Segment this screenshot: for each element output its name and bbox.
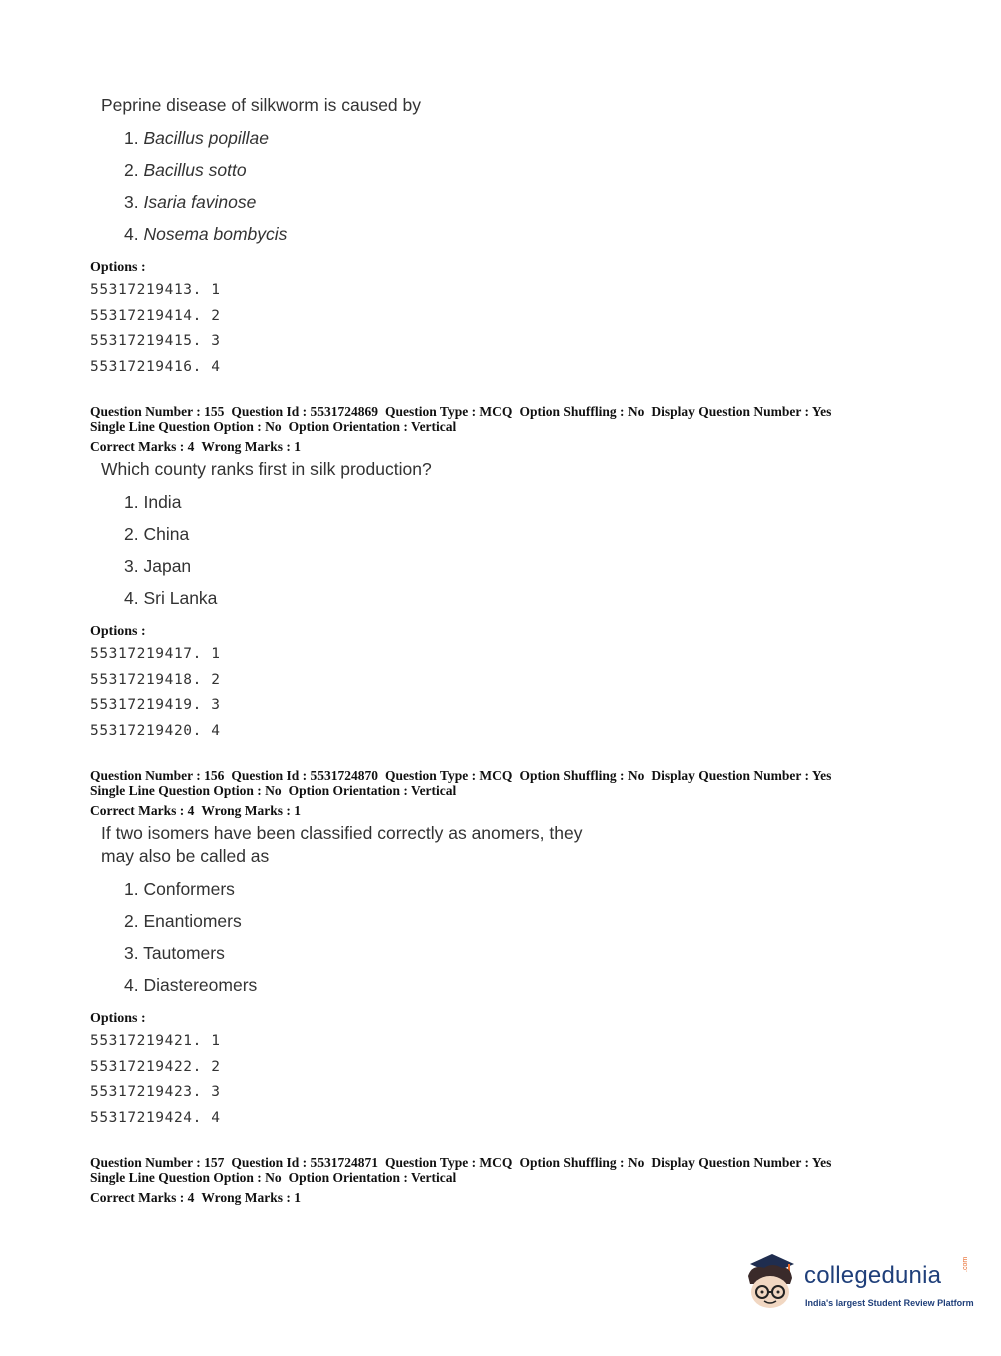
answer-option-1: 1. Bacillus popillae xyxy=(124,128,269,148)
collegedunia-logo xyxy=(742,1250,972,1320)
options-label: Options : xyxy=(90,624,146,639)
question-meta-line-1: Question Number : 157 Question Id : 5531724871 Question Type : MCQ Option Shuffling : No Display Question Number : Yes xyxy=(90,1155,832,1170)
answer-option-4: 4. Nosema bombycis xyxy=(124,224,288,244)
option-code: 55317219414. 2 xyxy=(90,307,221,324)
question-text: Peprine disease of silkworm is caused by xyxy=(101,95,422,115)
mascot-icon xyxy=(742,1250,802,1320)
question-meta-line-2: Single Line Question Option : No Option Orientation : Vertical xyxy=(90,419,457,434)
answer-option-4: 4. Sri Lanka xyxy=(124,588,218,608)
option-code: 55317219419. 3 xyxy=(90,697,221,713)
answer-option-2: 2. Enantiomers xyxy=(124,911,242,931)
answer-option-4: 4. Diastereomers xyxy=(124,975,258,995)
option-code: 55317219416. 4 xyxy=(90,358,221,375)
question-text-line-2: may also be called as xyxy=(101,846,270,866)
answer-option-1: 1. India xyxy=(124,492,182,512)
question-meta-line-1: Question Number : 156 Question Id : 5531724870 Question Type : MCQ Option Shuffling : No Display Question Number : Yes xyxy=(90,768,832,783)
logo-tagline: India's largest Student Review Platform xyxy=(805,1298,974,1308)
question-154 xyxy=(90,94,950,380)
question-155 xyxy=(90,404,950,744)
question-meta-line-2: Single Line Question Option : No Option Orientation : Vertical xyxy=(90,783,457,798)
option-code: 55317219421. 1 xyxy=(90,1033,221,1049)
option-code: 55317219413. 1 xyxy=(90,282,221,298)
question-marks: Correct Marks : 4 Wrong Marks : 1 xyxy=(90,803,301,818)
option-code: 55317219422. 2 xyxy=(90,1058,221,1075)
question-marks: Correct Marks : 4 Wrong Marks : 1 xyxy=(90,1190,301,1205)
option-code: 55317219424. 4 xyxy=(90,1109,221,1126)
answer-option-2: 2. Bacillus sotto xyxy=(124,160,247,180)
question-156 xyxy=(90,768,950,1131)
logo-wordmark: collegedunia xyxy=(804,1262,942,1289)
question-text: Which county ranks first in silk production? xyxy=(101,459,432,479)
answer-option-1: 1. Conformers xyxy=(124,879,235,899)
option-code: 55317219415. 3 xyxy=(90,333,221,349)
answer-option-2: 2. China xyxy=(124,524,190,544)
answer-option-3: 3. Japan xyxy=(124,556,192,576)
option-code: 55317219417. 1 xyxy=(90,646,221,662)
option-code: 55317219420. 4 xyxy=(90,722,221,739)
answer-option-3: 3. Isaria favinose xyxy=(124,192,257,212)
question-157 xyxy=(90,1155,950,1205)
question-marks: Correct Marks : 4 Wrong Marks : 1 xyxy=(90,439,301,454)
logo-suffix: .com xyxy=(962,1256,969,1272)
question-meta-line-2: Single Line Question Option : No Option Orientation : Vertical xyxy=(90,1170,457,1185)
options-label: Options : xyxy=(90,1011,146,1026)
option-code: 55317219423. 3 xyxy=(90,1084,221,1100)
question-text-line-1: If two isomers have been classified correctly as anomers, they xyxy=(101,823,583,843)
option-code: 55317219418. 2 xyxy=(90,671,221,688)
options-label: Options : xyxy=(90,260,146,275)
question-meta-line-1: Question Number : 155 Question Id : 5531724869 Question Type : MCQ Option Shuffling : No Display Question Number : Yes xyxy=(90,404,832,419)
answer-option-3: 3. Tautomers xyxy=(124,943,225,963)
